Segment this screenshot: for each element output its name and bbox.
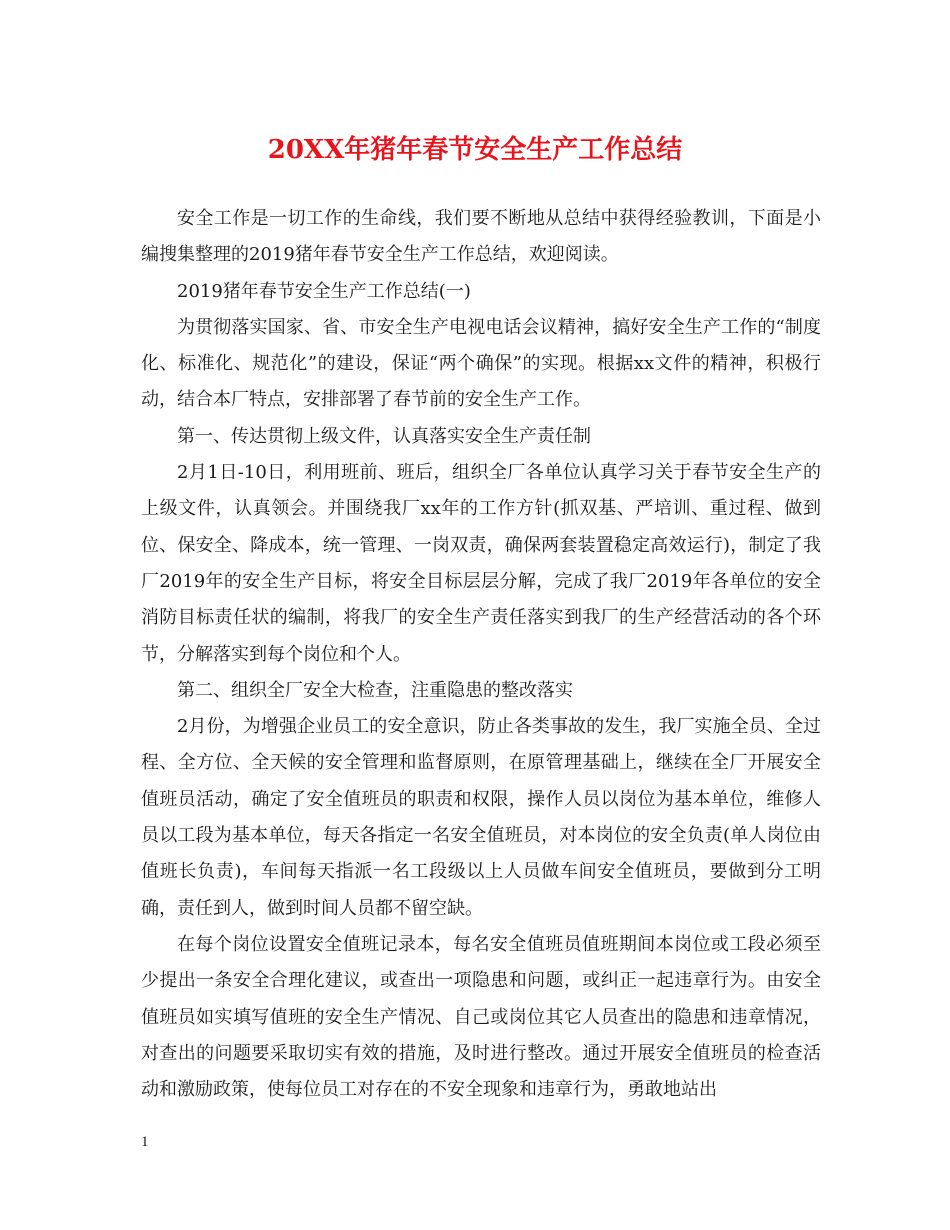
page-title: 20XX年猪年春节安全生产工作总结	[267, 135, 683, 165]
section-heading-second: 第二、组织全厂安全大检查，注重隐患的整改落实	[177, 679, 573, 701]
page-number: 1	[141, 1134, 149, 1150]
paragraph-purpose: 为贯彻落实国家、省、市安全生产电视电话会议精神，搞好安全生产工作的“制度化、标准化、规范化”的建设，保证“两个确保”的实现。根据xx文件的精神，积极行动，结合本厂特点，安排部署了春节前的安全生产工作。	[141, 316, 821, 411]
paragraph-second-detail: 2月份，为增强企业员工的安全意识，防止各类事故的发生，我厂实施全员、全过程、全方位、全天候的安全管理和监督原则，在原管理基础上，继续在全厂开展安全值班员活动，确定了安全值班员的职责和权限，操作人员以岗位为基本单位，维修人员以工段为基本单位，每天各指定一名安全值班员，对本岗位的安全负责(单人岗位由值班长负责)，车间每天指派一名工段级以上人员做车间安全值班员，要做到分工明确，责任到人，做到时间人员都不留空缺。	[141, 716, 821, 919]
section-heading-part-one: 2019猪年春节安全生产工作总结(一)	[177, 280, 471, 302]
document-body	[141, 201, 821, 1108]
paragraph-duty-record: 在每个岗位设置安全值班记录本，每名安全值班员值班期间本岗位或工段必须至少提出一条安全合理化建议，或查出一项隐患和问题，或纠正一起违章行为。由安全值班员如实填写值班的安全生产情况、自己或岗位其它人员查出的隐患和违章情况，对查出的问题要采取切实有效的措施，及时进行整改。通过开展安全值班员的检查活动和激励政策，使每位员工对存在的不安全现象和违章行为，勇敢地站出	[141, 933, 821, 1101]
paragraph-first-detail: 2月1日-10日，利用班前、班后，组织全厂各单位认真学习关于春节安全生产的上级文件，认真领会。并围绕我厂xx年的工作方针(抓双基、严培训、重过程、做到位、保安全、降成本，统一管理、一岗双责，确保两套装置稳定高效运行)，制定了我厂2019年的安全生产目标，将安全目标层层分解，完成了我厂2019年各单位的安全消防目标责任状的编制，将我厂的安全生产责任落实到我厂的生产经营活动的各个环节，分解落实到每个岗位和个人。	[141, 462, 821, 665]
paragraph-intro: 安全工作是一切工作的生命线，我们要不断地从总结中获得经验教训，下面是小编搜集整理的2019猪年春节安全生产工作总结，欢迎阅读。	[141, 208, 821, 266]
section-heading-first: 第一、传达贯彻上级文件，认真落实安全生产责任制	[177, 425, 591, 447]
